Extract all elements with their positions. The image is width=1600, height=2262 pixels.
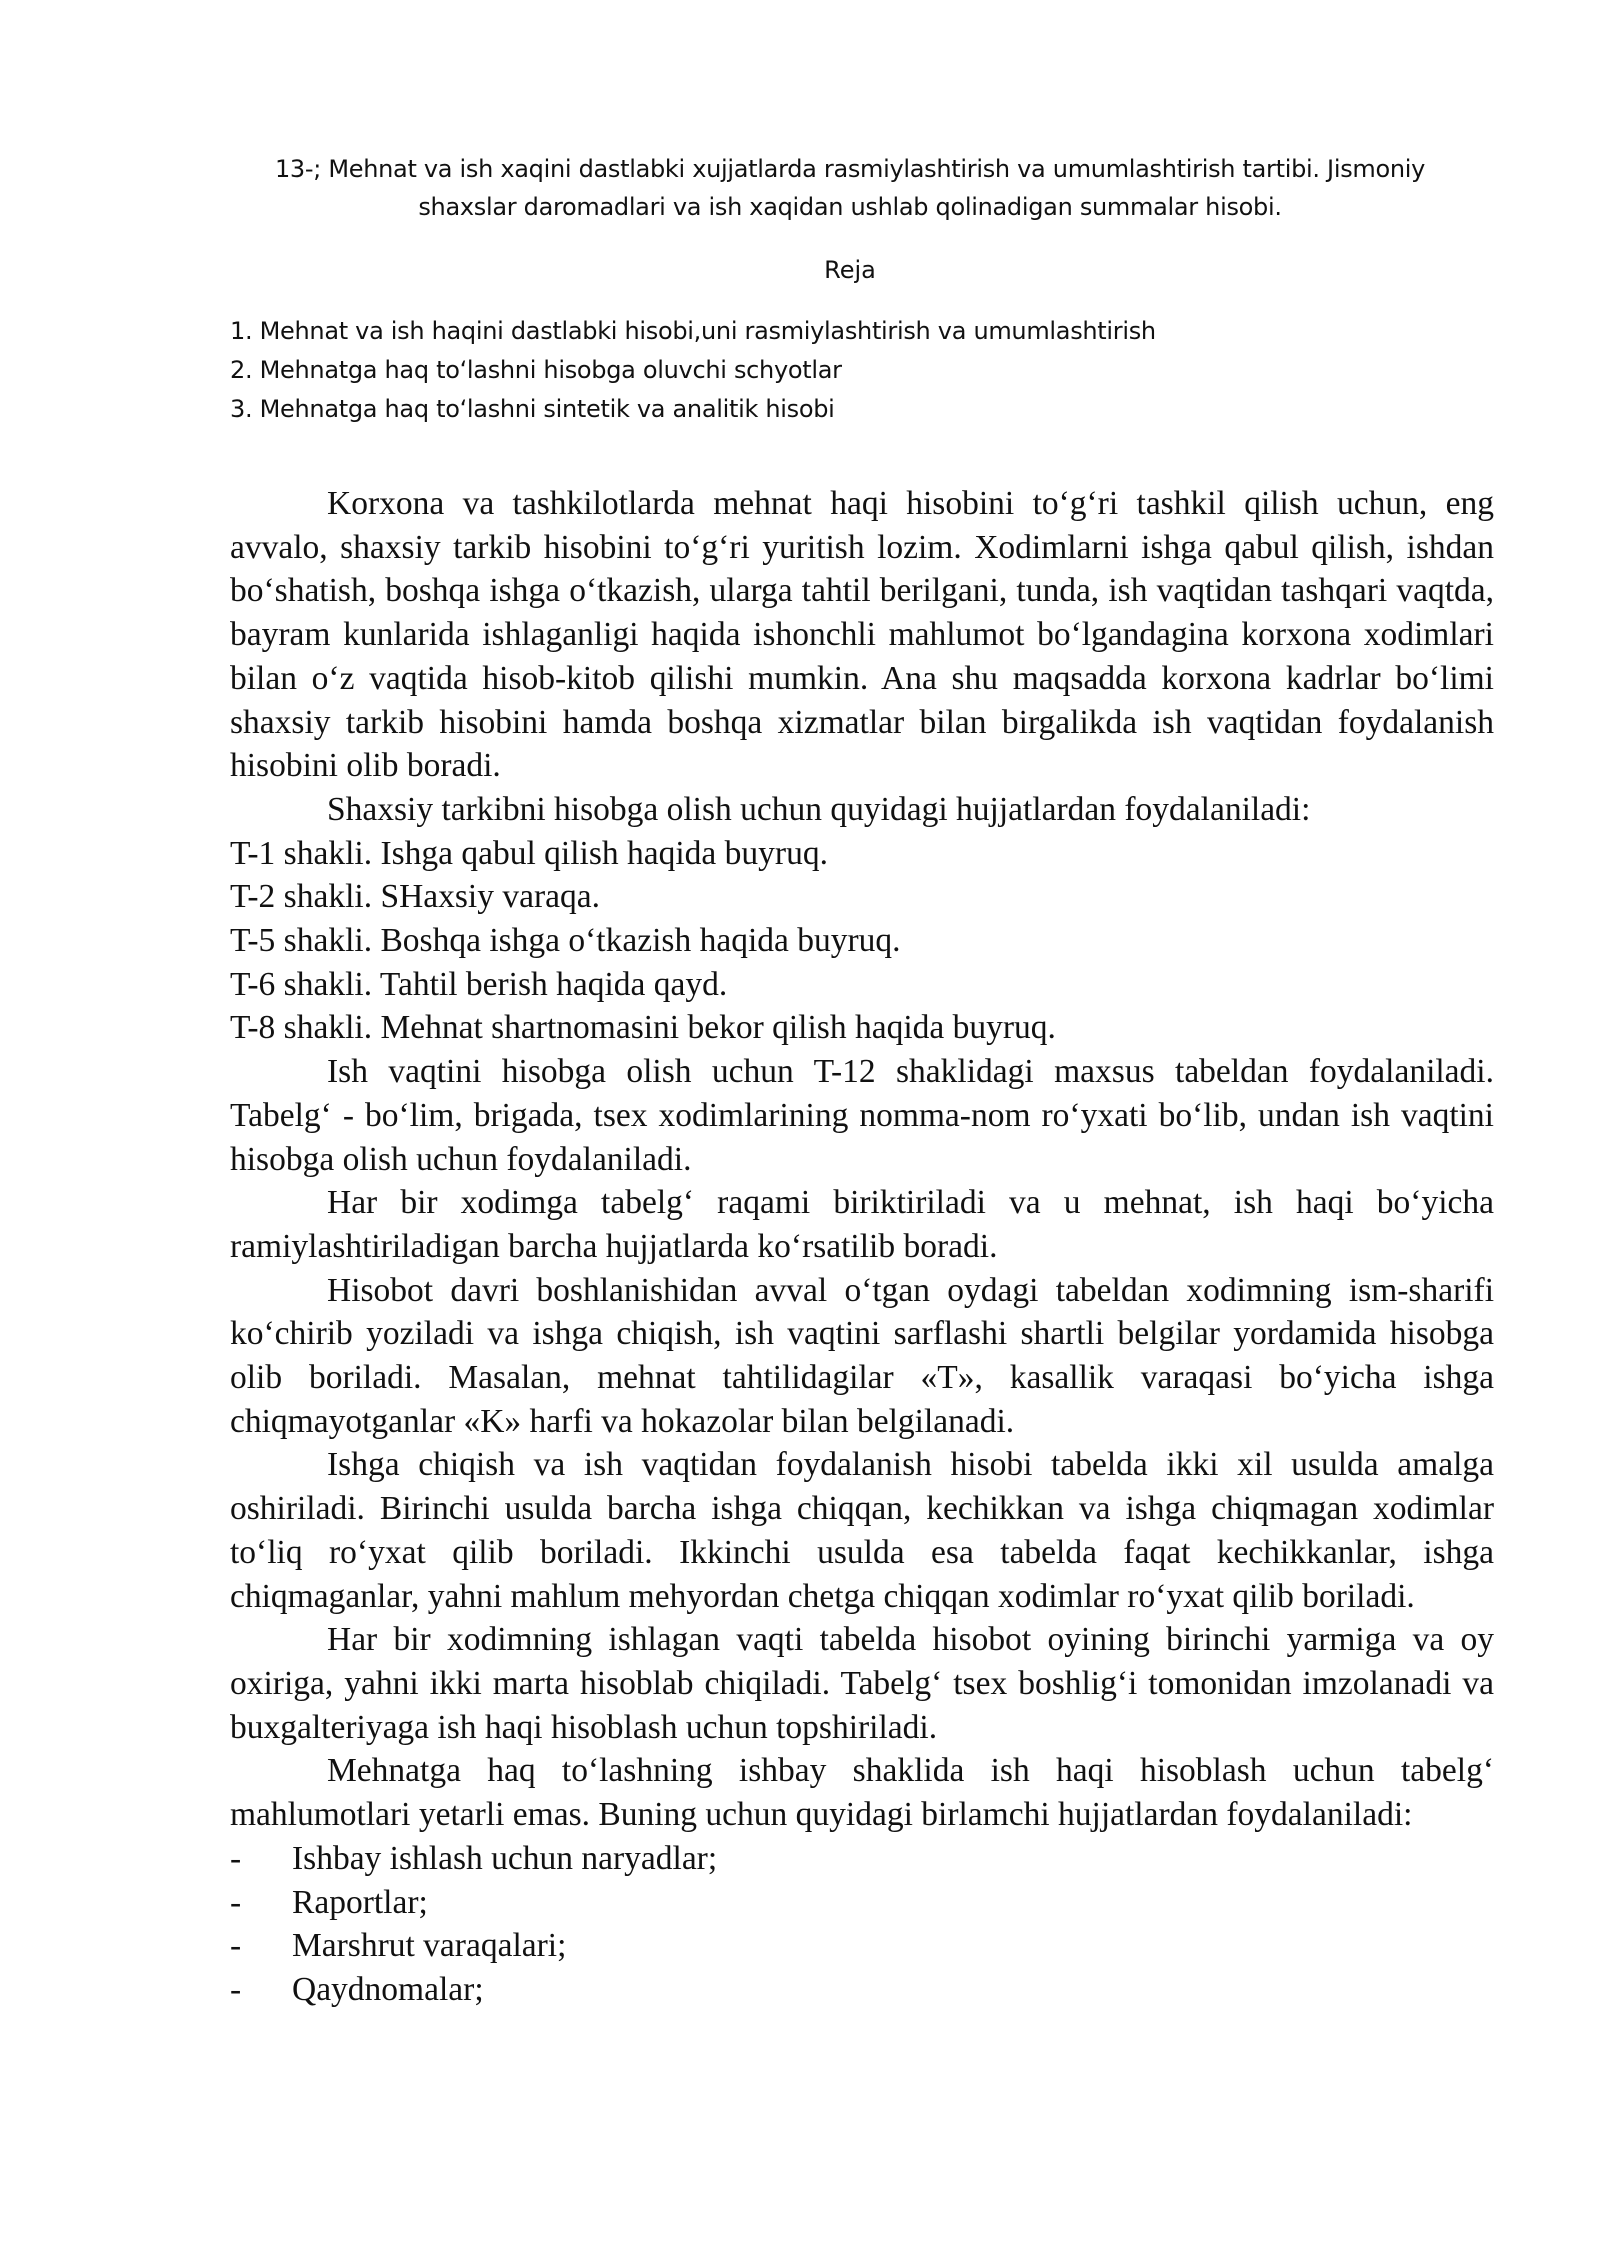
documents-list <box>230 1837 1494 2012</box>
list-item <box>230 1968 1494 2012</box>
list-item-text: Marshrut varaqalari; <box>292 1927 567 1965</box>
paragraph: Ishga chiqish va ish vaqtidan foydalanish hisobi tabelda ikki xil usulda amalga oshiriladi. Birinchi usulda barcha ishga chiqqan, kechikkan va ishga chiqmagan xodimlar to‘liq ro‘yxat qilib boriladi. Ikkinchi usulda esa tabelda faqat kechikkanlar, ishga chiqmaganlar, yahni mahlum mehyordan chetga chiqqan xodimlar ro‘yxat qilib boriladi. <box>230 1446 1494 1615</box>
paragraph: Ish vaqtini hisobga olish uchun T-12 shaklidagi maxsus tabeldan foydalaniladi. Tabelg‘ - bo‘lim, brigada, tsex xodimlarining nomma-nom ro‘yxati bo‘lib, undan ish vaqtini hisobga olish uchun foydalaniladi. <box>230 1053 1494 1178</box>
dash-marker: - <box>230 1927 242 1965</box>
paragraph: Shaxsiy tarkibni hisobga olish uchun quyidagi hujjatlardan foydalaniladi: <box>327 790 1311 828</box>
plan-item: 3. Mehnatga haq to‘lashni sintetik va analitik hisobi <box>230 395 835 423</box>
dash-marker: - <box>230 1839 242 1877</box>
form-line: T-1 shakli. Ishga qabul qilish haqida buyruq. <box>230 834 828 872</box>
form-line: T-2 shakli. SHaxsiy varaqa. <box>230 878 600 916</box>
document-title <box>230 150 1470 226</box>
document-body <box>230 482 1494 2012</box>
list-item-text: Ishbay ishlash uchun naryadlar; <box>292 1839 718 1877</box>
dash-marker: - <box>230 1970 242 2008</box>
plan-item: 2. Mehnatga haq to‘lashni hisobga oluvchi schyotlar <box>230 356 842 384</box>
title-line-1: 13-; Mehnat va ish xaqini dastlabki xujjatlarda rasmiylashtirish va umumlashtirish tartibi. Jismoniy <box>274 155 1426 183</box>
plan-heading: Reja <box>824 256 876 284</box>
list-item <box>230 1837 1494 1881</box>
form-line: T-6 shakli. Tahtil berish haqida qayd. <box>230 965 728 1003</box>
list-item <box>230 1924 1494 1968</box>
plan-list <box>230 312 1470 429</box>
paragraph: Hisobot davri boshlanishidan avval o‘tgan oydagi tabeldan xodimning ism-sharifi ko‘chirib yoziladi va ishga chiqish, ish vaqtini sarflashi shartli belgilar yordamida hisobga olib boriladi. Masalan, mehnat tahtilidagilar «T», kasallik varaqasi bo‘yicha ishga chiqmayotganlar «K» harfi va hokazolar bilan belgilanadi. <box>230 1271 1494 1440</box>
form-line: T-5 shakli. Boshqa ishga o‘tkazish haqida buyruq. <box>230 922 901 960</box>
plan-item: 1. Mehnat va ish haqini dastlabki hisobi,uni rasmiylashtirish va umumlashtirish <box>230 317 1156 345</box>
list-item-text: Raportlar; <box>292 1883 428 1921</box>
dash-marker: - <box>230 1883 242 1921</box>
paragraph: Korxona va tashkilotlarda mehnat haqi hisobini to‘g‘ri tashkil qilish uchun, eng avvalo, shaxsiy tarkib hisobini to‘g‘ri yuritish lozim. Xodimlarni ishga qabul qilish, ishdan bo‘shatish, boshqa ishga o‘tkazish, ularga tahtil berilgani, tunda, ish vaqtidan tashqari vaqtda, bayram kunlarida ishlaganligi haqida ishonchli mahlumot bo‘lgandagina korxona xodimlari bilan o‘z vaqtida hisob-kitob qilishi mumkin. Ana shu maqsadda korxona kadrlar bo‘limi shaxsiy tarkib hisobini hamda boshqa xizmatlar bilan birgalikda ish vaqtidan foydalanish hisobini olib boradi. <box>230 485 1494 785</box>
form-line: T-8 shakli. Mehnat shartnomasini bekor qilish haqida buyruq. <box>230 1009 1056 1047</box>
paragraph: Har bir xodimga tabelg‘ raqami biriktiriladi va u mehnat, ish haqi bo‘yicha ramiylashtiriladigan barcha hujjatlarda ko‘rsatilib boradi. <box>230 1184 1494 1265</box>
list-item <box>230 1881 1494 1925</box>
paragraph: Har bir xodimning ishlagan vaqti tabelda hisobot oyining birinchi yarmiga va oy oxiriga, yahni ikki marta hisoblab chiqiladi. Tabelg‘ tsex boshlig‘i tomonidan imzolanadi va buxgalteriyaga ish haqi hisoblash uchun topshiriladi. <box>230 1621 1494 1746</box>
paragraph: Mehnatga haq to‘lashning ishbay shaklida ish haqi hisoblash uchun tabelg‘ mahlumotlari yetarli emas. Buning uchun quyidagi birlamchi hujjatlardan foydalaniladi: <box>230 1752 1494 1834</box>
list-item-text: Qaydnomalar; <box>292 1970 484 2008</box>
title-line-2: shaxslar daromadlari va ish xaqidan ushlab qolinadigan summalar hisobi. <box>418 193 1282 221</box>
